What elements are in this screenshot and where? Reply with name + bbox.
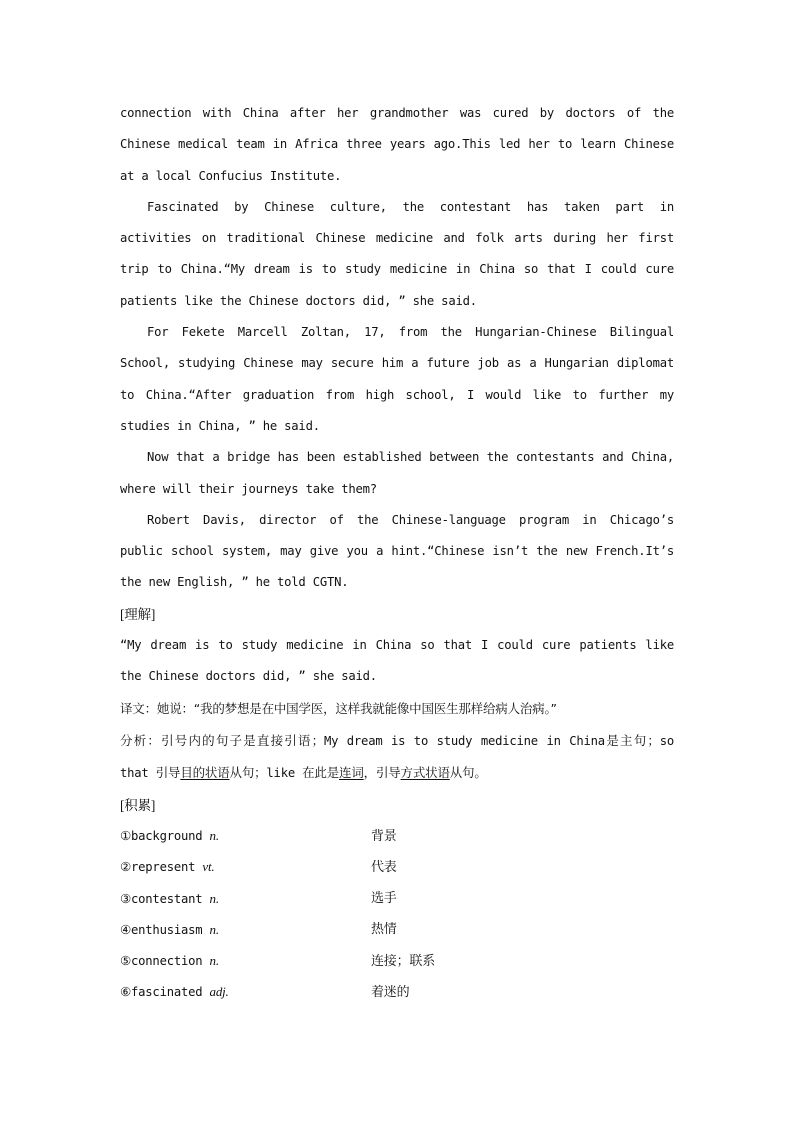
vocab-pos: vt. (202, 859, 215, 875)
understanding-heading: [理解] (120, 606, 156, 622)
vocab-pos: n. (209, 921, 219, 937)
vocab-item (120, 852, 674, 883)
analysis-part-1: 引号内的句子是直接引语； (161, 732, 324, 748)
vocab-pos: n. (209, 890, 219, 906)
vocab-item (120, 977, 674, 1008)
vocab-word: contestant (131, 891, 203, 906)
passage-paragraph-3: For Fekete Marcell Zoltan, 17, from the Hungarian-Chinese Bilingual School, studying Chinese may secure him a future job as a Hungarian diplomat to China.“After graduation from high school, I would like to further my studies in China, ” he said. (120, 325, 674, 433)
analysis-part-7: 从句； (229, 765, 267, 781)
vocab-item (120, 821, 674, 852)
analysis-line (120, 725, 674, 790)
vocab-meaning: 选手 (371, 891, 397, 907)
document-body (120, 98, 674, 1008)
vocab-item (120, 883, 674, 914)
vocab-number: ② (120, 859, 132, 875)
vocabulary-list (120, 821, 674, 1008)
vocab-number: ④ (120, 921, 132, 937)
vocab-item (120, 946, 674, 977)
analysis-part-5: 引导 (155, 765, 181, 781)
understanding-quote: “My dream is to study medicine in China so that I could cure patients like the Chinese doctors did, ” she said. (120, 638, 674, 684)
analysis-part-9: 在此是 (302, 765, 340, 781)
vocab-number: ③ (120, 890, 132, 906)
translation-line (120, 693, 674, 725)
vocab-word: enthusiasm (131, 922, 203, 937)
vocab-word: connection (131, 954, 203, 969)
passage-paragraph-1: connection with China after her grandmother was cured by doctors of the Chinese medical team in Africa three years ago.This led her to learn Chinese at a local Confucius Institute. (120, 106, 674, 183)
vocab-pos: n. (209, 953, 219, 969)
analysis-part-12: 方式状语 (400, 765, 450, 781)
vocab-pos: n. (209, 828, 219, 844)
analysis-part-13: 从句。 (449, 765, 487, 781)
analysis-part-4: so that (120, 733, 674, 781)
analysis-part-10: 连词 (339, 765, 364, 781)
analysis-part-11: ，引导 (363, 765, 401, 781)
vocab-meaning: 连接；联系 (371, 953, 436, 969)
translation-text: 她说：“我的梦想是在中国学医，这样我就能像中国医生那样给病人治病。” (156, 700, 557, 716)
vocab-word: fascinated (131, 985, 203, 1000)
vocab-word: represent (131, 860, 196, 875)
vocab-meaning: 背景 (371, 828, 397, 844)
analysis-part-2: My dream is to study medicine in China (323, 733, 605, 748)
accumulation-heading: [积累] (120, 797, 156, 813)
analysis-part-3: 是主句； (604, 732, 660, 748)
vocab-number: ⑥ (120, 984, 132, 1000)
vocab-pos: adj. (209, 984, 229, 1000)
vocab-meaning: 热情 (371, 922, 397, 938)
vocab-number: ⑤ (120, 953, 132, 969)
vocab-item (120, 914, 674, 945)
translation-label: 译文： (120, 700, 157, 716)
passage-paragraph-5: Robert Davis, director of the Chinese-language program in Chicago’s public school system, may give you a hint.“Chinese isn’t the new French.It’s the new English, ” he told CGTN. (120, 512, 674, 590)
vocab-meaning: 着迷的 (371, 984, 410, 1000)
analysis-label: 分析： (120, 732, 162, 748)
passage-paragraph-2: Fascinated by Chinese culture, the contestant has taken part in activities on traditional Chinese medicine and folk arts during her first trip to China.“My dream is to study medicine in China so that I could cure patients like the Chinese doctors did, ” she said. (120, 199, 674, 308)
analysis-part-8: like (266, 766, 295, 781)
vocab-word: background (131, 829, 203, 844)
passage-paragraph-4: Now that a bridge has been established between the contestants and China, where will their journeys take them? (120, 450, 674, 496)
vocab-number: ① (120, 828, 132, 844)
vocab-meaning: 代表 (371, 859, 397, 875)
analysis-part-6: 目的状语 (180, 765, 230, 781)
